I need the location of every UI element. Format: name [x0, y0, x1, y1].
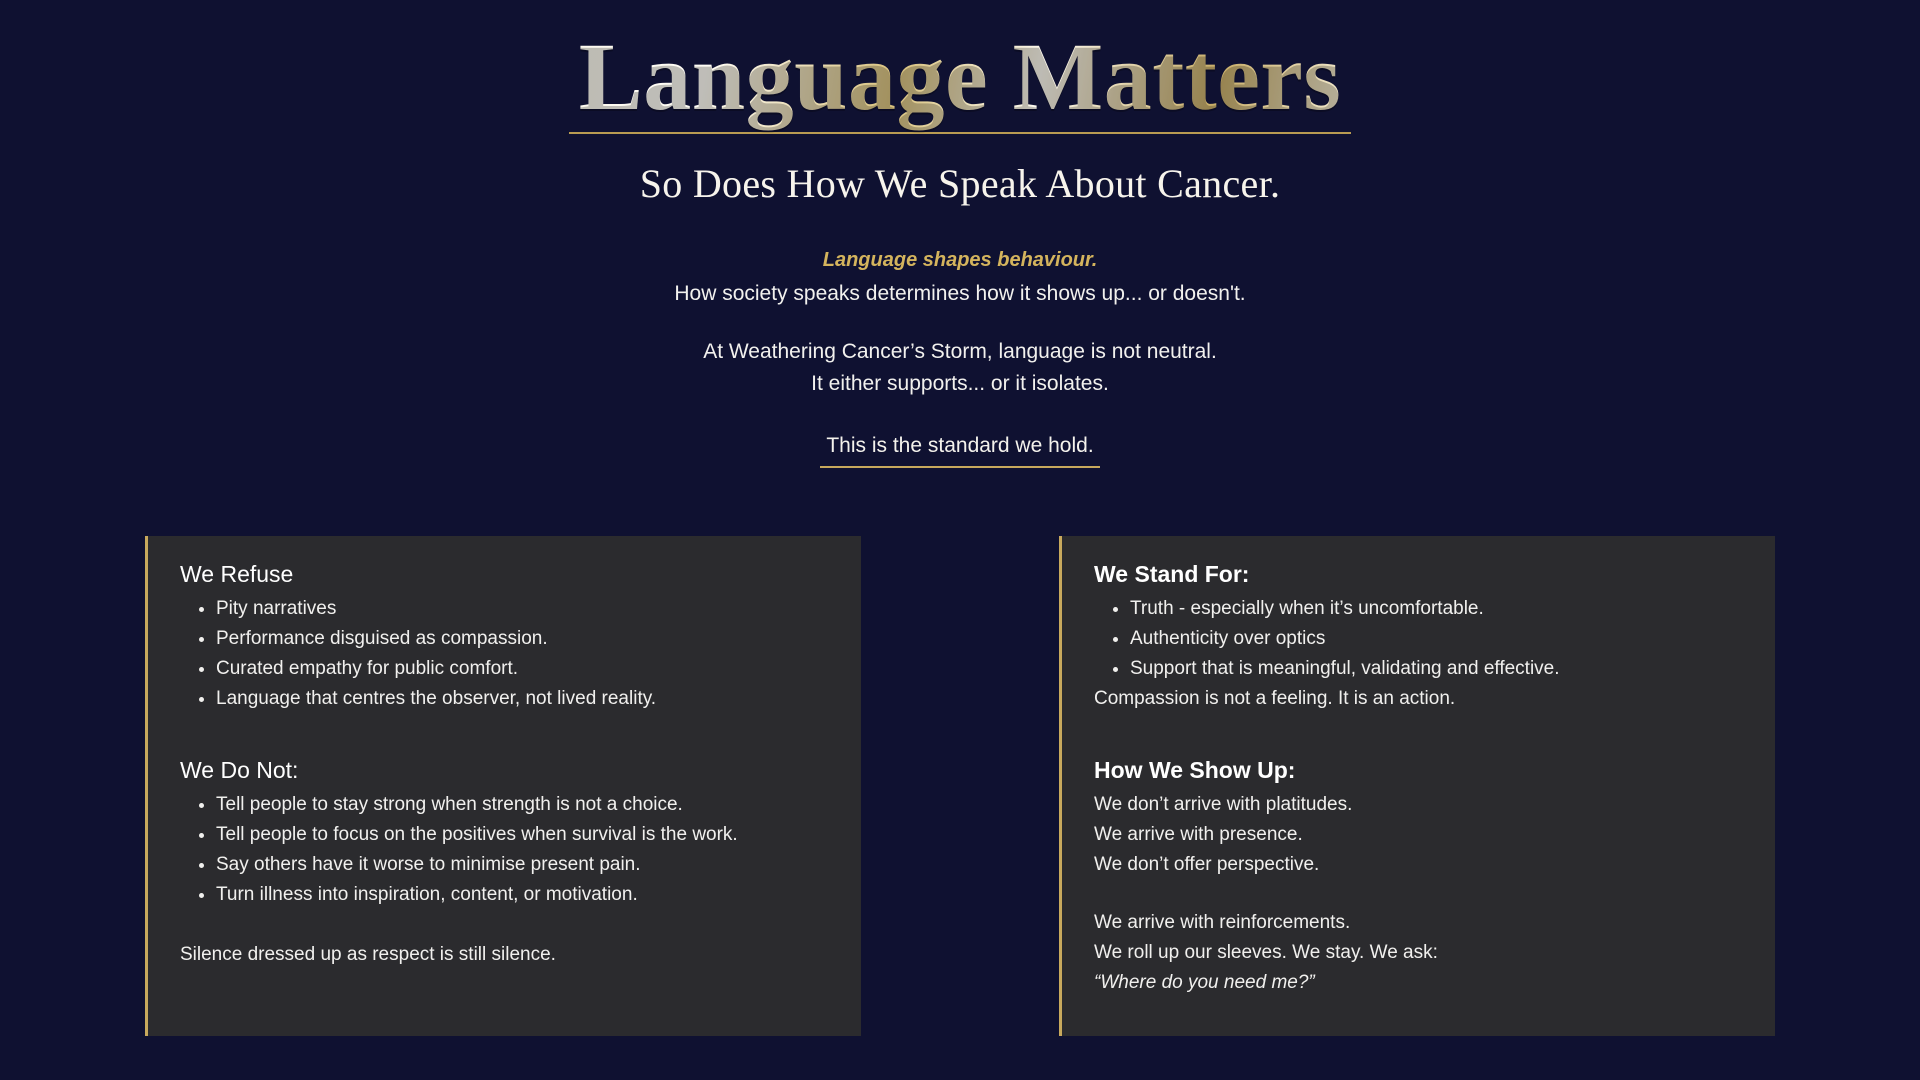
list-item: • Truth - especially when it’s uncomfortable. [1130, 594, 1747, 624]
panel-left-list-1 [180, 594, 833, 714]
intro-line-1: How society speaks determines how it shows up... or doesn't. [674, 282, 1246, 306]
panel-right-line: We roll up our sleeves. We stay. We ask: [1094, 941, 1438, 963]
list-item: • Authenticity over optics [1130, 624, 1747, 654]
list-item: • Curated empathy for public comfort. [216, 654, 833, 684]
list-item: • Support that is meaningful, validating and effective. [1130, 654, 1747, 684]
list-item: • Say others have it worse to minimise present pain. [216, 850, 833, 880]
header [0, 0, 1920, 207]
panel-right-line: We don’t arrive with platitudes. [1094, 793, 1353, 815]
panel-left-list-2 [180, 790, 833, 910]
panel-left-heading-1: We Refuse [180, 561, 294, 587]
list-item: • Turn illness into inspiration, content, or motivation. [216, 880, 833, 910]
panel-right-line: We arrive with presence. [1094, 823, 1303, 845]
panels-row [0, 536, 1920, 1036]
panel-right-quote: “Where do you need me?” [1094, 971, 1315, 993]
panel-we-refuse [145, 536, 861, 1036]
list-item: • Tell people to stay strong when strength is not a choice. [216, 790, 833, 820]
panel-we-stand-for [1059, 536, 1775, 1036]
panel-right-spacer-2 [1094, 880, 1747, 908]
panel-left-heading-2: We Do Not: [180, 756, 299, 783]
list-item: • Pity narratives [216, 594, 833, 624]
panel-right-heading-1: We Stand For: [1094, 561, 1250, 587]
intro-accent-line: Language shapes behaviour. [822, 248, 1098, 271]
panel-left-spacer-1 [180, 714, 833, 756]
intro-block [0, 245, 1920, 468]
panel-left-closing: Silence dressed up as respect is still silence. [180, 943, 556, 965]
panel-right-spacer-1 [1094, 714, 1747, 756]
panel-right-note-1: Compassion is not a feeling. It is an action. [1094, 687, 1456, 709]
intro-line-3: It either supports... or it isolates. [811, 372, 1109, 396]
panel-right-heading-2: How We Show Up: [1094, 756, 1296, 783]
panel-right-line: We don’t offer perspective. [1094, 853, 1320, 875]
standard-statement: This is the standard we hold. [820, 430, 1099, 468]
panel-right-line: We arrive with reinforcements. [1094, 911, 1351, 933]
list-item: • Tell people to focus on the positives when survival is the work. [216, 820, 833, 850]
page-title: Language Matters [569, 28, 1352, 134]
intro-spacer [0, 310, 1920, 336]
intro-line-2: At Weathering Cancer’s Storm, language is not neutral. [703, 340, 1217, 364]
list-item: • Performance disguised as compassion. [216, 624, 833, 654]
standard-statement-wrap [0, 430, 1920, 468]
panel-left-spacer-2 [180, 910, 833, 938]
page-subtitle: So Does How We Speak About Cancer. [639, 160, 1281, 206]
panel-right-list-1 [1094, 594, 1747, 684]
list-item: • Language that centres the observer, not lived reality. [216, 684, 833, 714]
